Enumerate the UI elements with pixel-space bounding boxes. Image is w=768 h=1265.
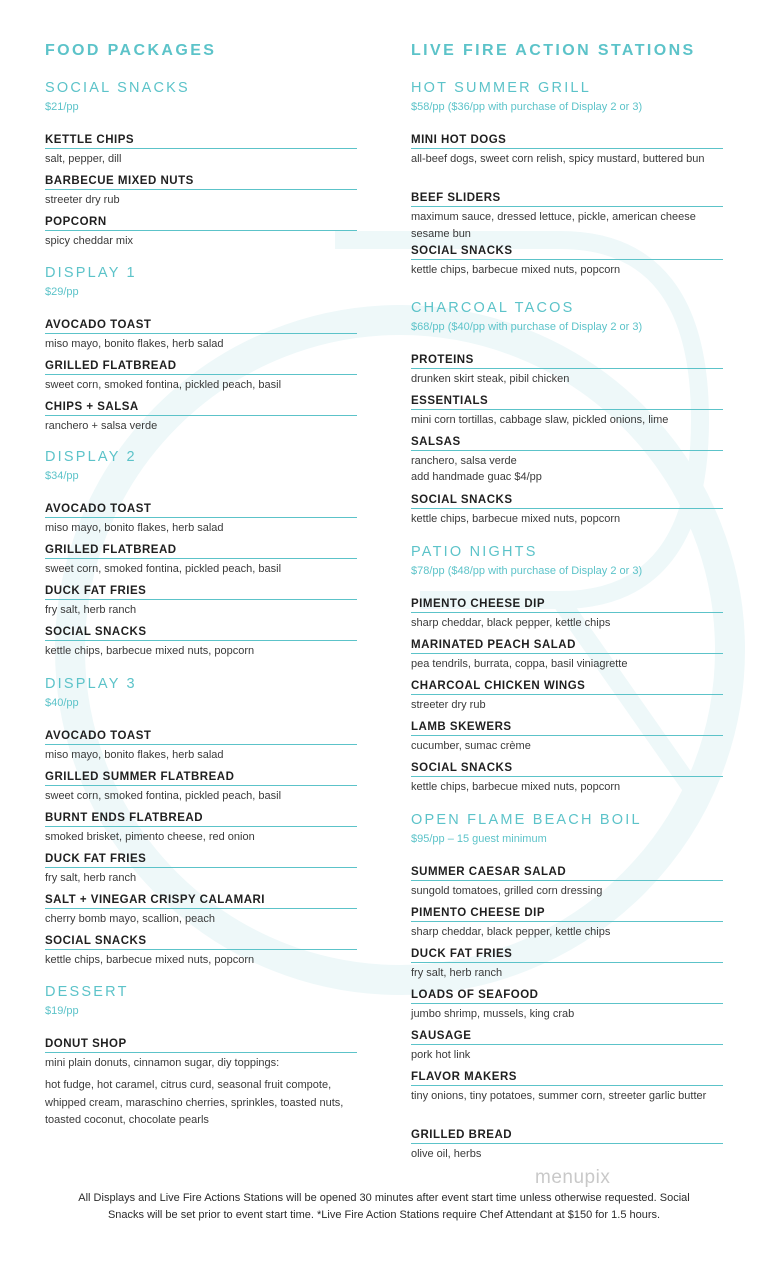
footer-note: All Displays and Live Fire Actions Stations will be opened 30 minutes after event start time unless otherwise requested. Social Snacks will be set prior to event start time. *Live Fire Action Stations require Chef Attendant at $150 for 1.5 hours. [78, 1192, 690, 1221]
menu-item [411, 435, 723, 470]
menu-item [411, 394, 723, 429]
item-description: kettle chips, barbecue mixed nuts, popcorn [45, 954, 255, 966]
menupix-watermark: menupix [535, 1167, 611, 1188]
item-name: AVOCADO TOAST [45, 502, 357, 518]
item-name: SAUSAGE [411, 1029, 723, 1045]
item-name: KETTLE CHIPS [45, 133, 357, 149]
item-name: AVOCADO TOAST [45, 729, 357, 745]
section-title: SOCIAL SNACKS [45, 80, 190, 96]
item-description: sungold tomatoes, grilled corn dressing [411, 885, 603, 897]
menu-item [45, 852, 357, 887]
item-description: jumbo shrimp, mussels, king crab [411, 1008, 575, 1020]
item-description: smoked brisket, pimento cheese, red onion [45, 831, 255, 843]
menu-item [411, 865, 723, 900]
section-price: $21/pp [45, 101, 79, 113]
menu-item [45, 811, 357, 846]
menu-item [45, 729, 357, 764]
menu-item [45, 174, 357, 209]
item-description: kettle chips, barbecue mixed nuts, popcorn [411, 264, 621, 276]
item-name: BURNT ENDS FLATBREAD [45, 811, 357, 827]
section-title: OPEN FLAME BEACH BOIL [411, 812, 642, 828]
menu-item [45, 934, 357, 969]
item-description: kettle chips, barbecue mixed nuts, popcorn [411, 513, 621, 525]
section-price: $34/pp [45, 470, 79, 482]
item-name: DUCK FAT FRIES [411, 947, 723, 963]
menu-item [45, 584, 357, 619]
item-name: DONUT SHOP [45, 1037, 357, 1053]
menu-item [411, 906, 723, 941]
item-description: kettle chips, barbecue mixed nuts, popcorn [45, 645, 255, 657]
section-price: $19/pp [45, 1005, 79, 1017]
section-price: $58/pp ($36/pp with purchase of Display 2 or 3) [411, 101, 643, 113]
item-description: sweet corn, smoked fontina, pickled peach, basil [45, 379, 282, 391]
item-name: LOADS OF SEAFOOD [411, 988, 723, 1004]
item-description: kettle chips, barbecue mixed nuts, popcorn [411, 781, 621, 793]
menu-item [45, 400, 357, 435]
section-title: PATIO NIGHTS [411, 544, 538, 560]
item-name: SOCIAL SNACKS [45, 625, 357, 641]
menu-item [45, 502, 357, 537]
menu-item [411, 1029, 723, 1064]
item-description: pea tendrils, burrata, coppa, basil viniagrette [411, 658, 628, 670]
item-description: all-beef dogs, sweet corn relish, spicy mustard, buttered bun [411, 153, 705, 165]
item-name: CHIPS + SALSA [45, 400, 357, 416]
item-description: miso mayo, bonito flakes, herb salad [45, 338, 224, 350]
item-description: miso mayo, bonito flakes, herb salad [45, 749, 224, 761]
item-description: spicy cheddar mix [45, 235, 134, 247]
item-name: DUCK FAT FRIES [45, 852, 357, 868]
item-description: fry salt, herb ranch [45, 872, 137, 884]
item-description: cucumber, sumac crème [411, 740, 531, 752]
item-name: SALSAS [411, 435, 723, 451]
dessert-toppings-list: hot fudge, hot caramel, citrus curd, seasonal fruit compote, whipped cream, maraschino cherries, sprinkles, toasted nuts, toasted coconut, chocolate pearls [45, 1079, 344, 1126]
menu-item [45, 893, 357, 928]
menu-item [411, 353, 723, 388]
section-title: DISPLAY 3 [45, 676, 137, 692]
menu-item [45, 543, 357, 578]
item-description: cherry bomb mayo, scallion, peach [45, 913, 215, 925]
menu-item [411, 133, 723, 168]
section-price: $78/pp ($48/pp with purchase of Display 2 or 3) [411, 565, 643, 577]
item-name: SUMMER CAESAR SALAD [411, 865, 723, 881]
item-description: sharp cheddar, black pepper, kettle chips [411, 926, 611, 938]
menu-item [45, 318, 357, 353]
item-description: streeter dry rub [45, 194, 120, 206]
menu-item [411, 638, 723, 673]
menu-item [411, 191, 723, 243]
menu-item [411, 597, 723, 632]
item-description: ranchero, salsa verde [411, 455, 517, 467]
menu-item [411, 244, 723, 279]
item-name: DUCK FAT FRIES [45, 584, 357, 600]
section-price: $95/pp – 15 guest minimum [411, 833, 547, 845]
item-name: CHARCOAL CHICKEN WINGS [411, 679, 723, 695]
item-description: sweet corn, smoked fontina, pickled peach, basil [45, 563, 282, 575]
item-description: sweet corn, smoked fontina, pickled peach, basil [45, 790, 282, 802]
item-description: salt, pepper, dill [45, 153, 122, 165]
item-description: olive oil, herbs [411, 1148, 482, 1160]
item-name: GRILLED FLATBREAD [45, 543, 357, 559]
item-description: mini plain donuts, cinnamon sugar, diy toppings: [45, 1057, 280, 1069]
item-name: POPCORN [45, 215, 357, 231]
item-name: GRILLED FLATBREAD [45, 359, 357, 375]
menu-item [45, 770, 357, 805]
item-description: mini corn tortillas, cabbage slaw, pickled onions, lime [411, 414, 669, 426]
item-name: MINI HOT DOGS [411, 133, 723, 149]
menu-item [411, 1128, 723, 1163]
menu-item [45, 1037, 357, 1072]
section-title: DESSERT [45, 984, 129, 1000]
menu-item [411, 761, 723, 796]
item-name: SOCIAL SNACKS [411, 244, 723, 260]
section-price: $40/pp [45, 697, 79, 709]
menu-item [411, 493, 723, 528]
section-price: $29/pp [45, 286, 79, 298]
item-name: SALT + VINEGAR CRISPY CALAMARI [45, 893, 357, 909]
item-name: BARBECUE MIXED NUTS [45, 174, 357, 190]
section-title: CHARCOAL TACOS [411, 300, 575, 316]
item-description: pork hot link [411, 1049, 471, 1061]
column-title: FOOD PACKAGES [45, 42, 217, 59]
item-name: ESSENTIALS [411, 394, 723, 410]
item-description: miso mayo, bonito flakes, herb salad [45, 522, 224, 534]
item-name: MARINATED PEACH SALAD [411, 638, 723, 654]
item-name: LAMB SKEWERS [411, 720, 723, 736]
item-description: streeter dry rub [411, 699, 486, 711]
menu-item [411, 720, 723, 755]
item-name: PIMENTO CHEESE DIP [411, 906, 723, 922]
menu-item [45, 625, 357, 660]
item-description: maximum sauce, dressed lettuce, pickle, american cheese sesame bun [411, 211, 696, 240]
item-name: GRILLED SUMMER FLATBREAD [45, 770, 357, 786]
item-description: drunken skirt steak, pibil chicken [411, 373, 570, 385]
menu-item [45, 359, 357, 394]
item-name: BEEF SLIDERS [411, 191, 723, 207]
item-description: ranchero + salsa verde [45, 420, 158, 432]
item-name: SOCIAL SNACKS [411, 761, 723, 777]
menu-item [411, 988, 723, 1023]
guac-add-on: add handmade guac $4/pp [411, 471, 542, 483]
section-price: $68/pp ($40/pp with purchase of Display 2 or 3) [411, 321, 643, 333]
section-title: DISPLAY 1 [45, 265, 137, 281]
menu-item [45, 215, 357, 250]
item-description: fry salt, herb ranch [411, 967, 503, 979]
item-name: SOCIAL SNACKS [411, 493, 723, 509]
item-name: SOCIAL SNACKS [45, 934, 357, 950]
section-title: DISPLAY 2 [45, 449, 137, 465]
item-name: GRILLED BREAD [411, 1128, 723, 1144]
item-description: fry salt, herb ranch [45, 604, 137, 616]
item-name: PIMENTO CHEESE DIP [411, 597, 723, 613]
item-name: FLAVOR MAKERS [411, 1070, 723, 1086]
menu-item [411, 1070, 723, 1105]
section-title: HOT SUMMER GRILL [411, 80, 591, 96]
item-name: PROTEINS [411, 353, 723, 369]
menu-item [411, 947, 723, 982]
item-description: sharp cheddar, black pepper, kettle chips [411, 617, 611, 629]
column-title: LIVE FIRE ACTION STATIONS [411, 42, 696, 59]
item-description: tiny onions, tiny potatoes, summer corn, streeter garlic butter [411, 1090, 707, 1102]
menu-item [45, 133, 357, 168]
menu-item [411, 679, 723, 714]
item-name: AVOCADO TOAST [45, 318, 357, 334]
